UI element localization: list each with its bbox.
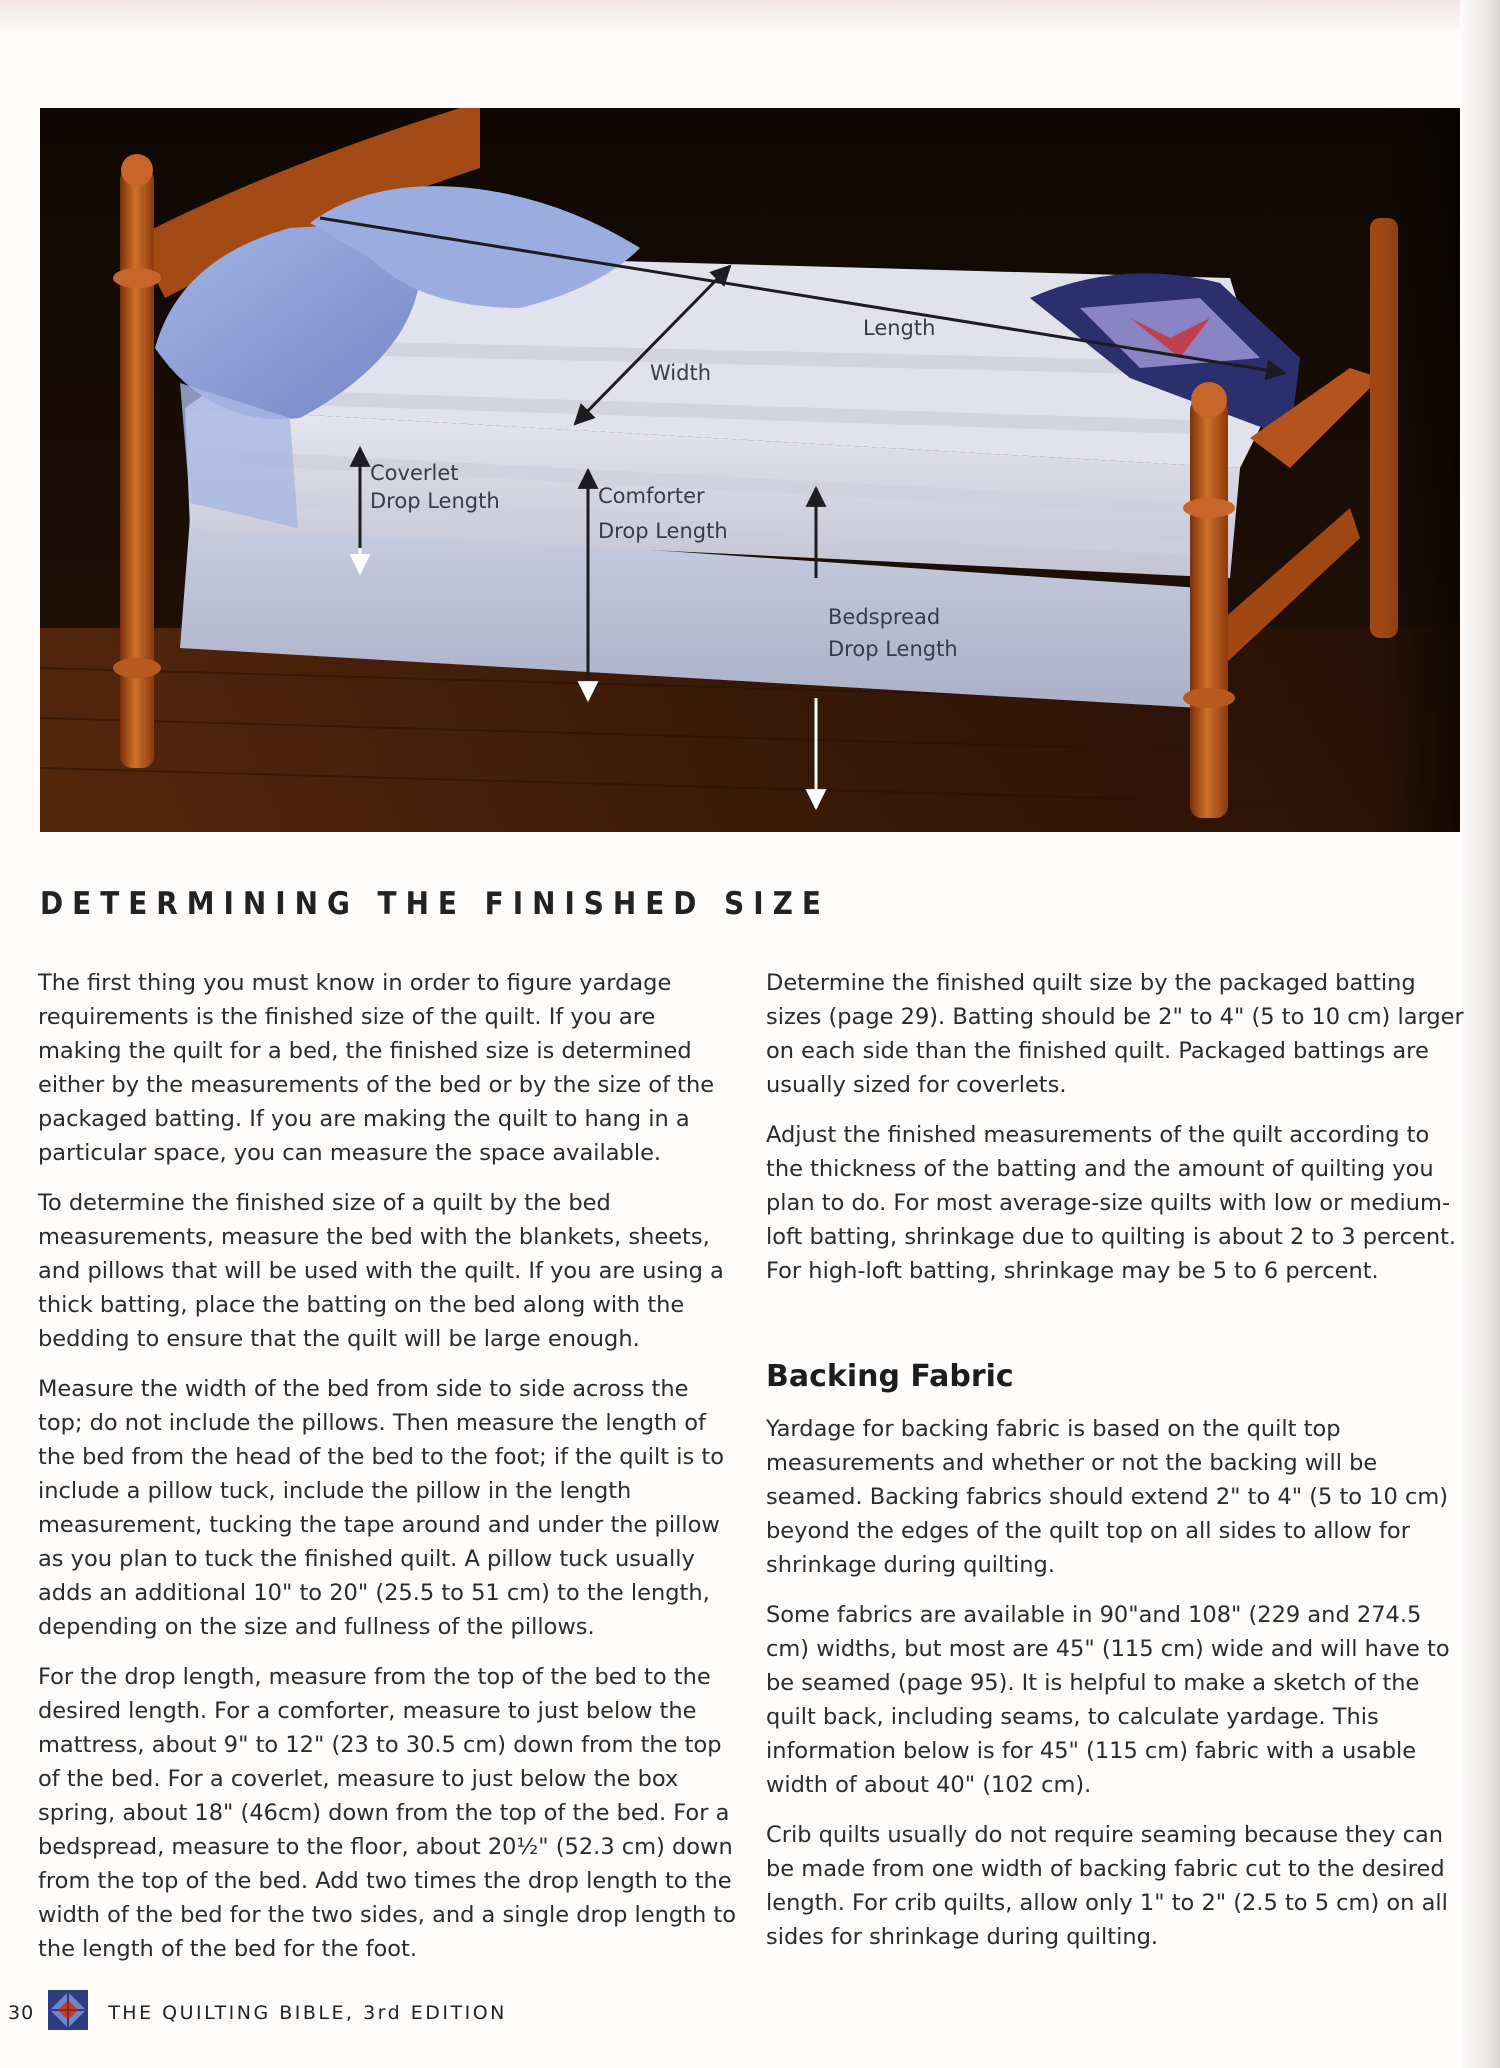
page-gutter-shadow (1460, 0, 1500, 2068)
paragraph-drop-length: For the drop length, measure from the top of the bed to the desired length. For a comforter, measure to just below the mattress, about 9" to 12" (23 to 30.5 cm) down from the top of the bed. For a coverlet, measure to just below the box spring, about 18" (46cm) down from the top of the bed. For a bedspread, measure to the floor, about 20½" (52.3 cm) down from the top of the bed. Add two times the drop length to the width of the bed for the two sides, and a single drop length to the length of the bed for the foot. (38, 1664, 736, 1962)
paragraph-width-length: Measure the width of the bed from side to side across the top; do not include the pillows. Then measure the length of the bed from the head of the bed to the foot; if the quilt is to include a pillow tuck, include the pillow in the length measurement, tucking the tape around and under the pillow as you plan to tuck the finished quilt. A pillow tuck usually adds an additional 10" to 20" (25.5 to 51 cm) to the length, depending on the size and fullness of the pillows. (38, 1376, 724, 1640)
paragraph-fabric-widths: Some fabrics are available in 90"and 108" (229 and 274.5 cm) widths, but most are 45" (115 cm) wide and will have to be seamed (page 95). It is helpful to make a sketch of the quilt back, including seams, to calculate yardage. This information below is for 45" (115 cm) fabric with a usable width of about 40" (102 cm). (766, 1602, 1450, 1798)
left-column (38, 966, 738, 1982)
coverlet-label-line1: Coverlet (370, 461, 459, 485)
length-label: Length (863, 316, 936, 340)
paragraph-backing-yardage: Yardage for backing fabric is based on the quilt top measurements and whether or not the backing will be seamed. Backing fabrics should extend 2" to 4" (5 to 10 cm) beyond the edges of the quilt top on all sides to allow for shrinkage during quilting. (766, 1416, 1449, 1578)
top-tint (0, 0, 1500, 34)
page-number: 30 (8, 2001, 35, 2024)
section-heading: DETERMINING THE FINISHED SIZE (40, 886, 830, 922)
quilt-block-logo-icon (48, 1990, 88, 2035)
page-footer (8, 1990, 507, 2035)
bed-measurement-photo (40, 108, 1460, 832)
paragraph-shrinkage: Adjust the finished measurements of the quilt according to the thickness of the batting and the amount of quilting you plan to do. For most average-size quilts with low or medium-loft batting, shrinkage due to quilting is about 2 to 3 percent. For high-loft batting, shrinkage may be 5 to 6 percent. (766, 1122, 1457, 1284)
comforter-label-line1: Comforter (598, 484, 705, 508)
right-column (766, 966, 1466, 1970)
width-label: Width (650, 361, 712, 385)
paragraph-intro: The first thing you must know in order to figure yardage requirements is the finished size of the quilt. If you are making the quilt for a bed, the finished size is determined either by the measurements of the bed or by the size of the packaged batting. If you are making the quilt to hang in a particular space, you can measure the space available. (38, 970, 715, 1166)
comforter-label-line2: Drop Length (598, 519, 728, 543)
paragraph-batting-sizes: Determine the finished quilt size by the packaged batting sizes (page 29). Batting should be 2" to 4" (5 to 10 cm) larger on each side than the finished quilt. Packaged battings are usually sized for coverlets. (766, 970, 1464, 1098)
book-title: THE QUILTING BIBLE, 3rd EDITION (108, 2001, 507, 2024)
backing-fabric-heading: Backing Fabric (766, 1359, 1014, 1394)
paragraph-bed-measurements: To determine the finished size of a quilt by the bed measurements, measure the bed with the blankets, sheets, and pillows that will be used with the quilt. If you are using a thick batting, place the batting on the bed along with the bedding to ensure that the quilt will be large enough. (38, 1190, 724, 1352)
bedspread-label-line1: Bedspread (828, 605, 941, 629)
paragraph-crib-quilts: Crib quilts usually do not require seaming because they can be made from one width of backing fabric cut to the desired length. For crib quilts, allow only 1" to 2" (2.5 to 5 cm) on all sides for shrinkage during quilting. (766, 1822, 1448, 1950)
bedspread-label-line2: Drop Length (828, 637, 958, 661)
coverlet-label-line2: Drop Length (370, 489, 500, 513)
